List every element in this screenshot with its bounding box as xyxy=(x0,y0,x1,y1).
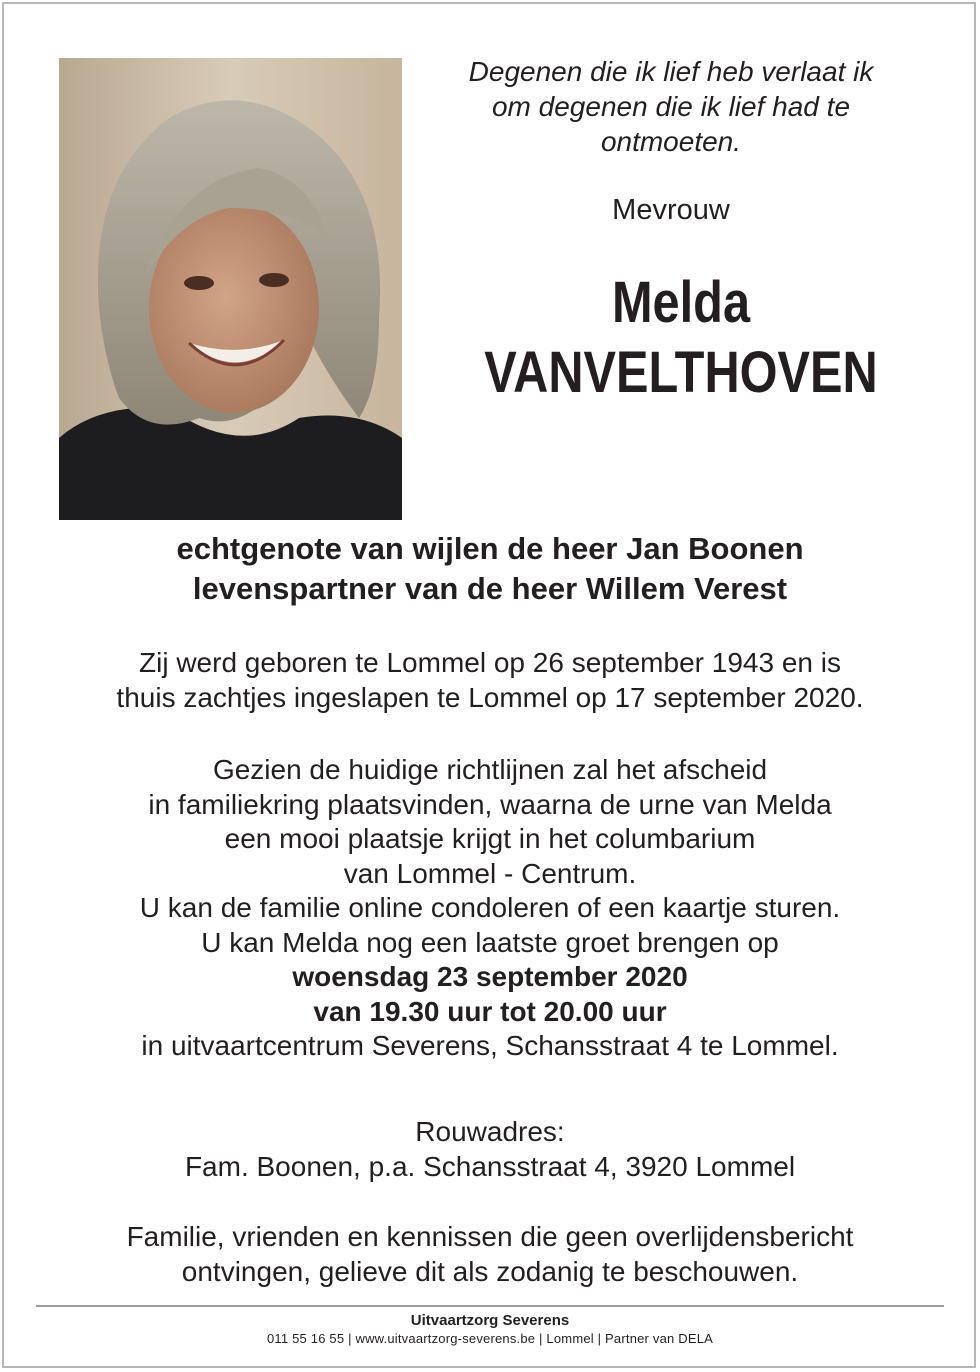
mourning-address xyxy=(0,1115,980,1184)
quote xyxy=(430,54,912,159)
text-line: U kan Melda nog een laatste groet brengen op xyxy=(201,926,779,958)
quote-line: ontmoeten. xyxy=(600,126,742,157)
funeral-home-contact: 011 55 16 55 | www.uitvaartzorg-severens.be | Lommel | Partner van DELA xyxy=(266,1331,714,1346)
spouse-line: echtgenote van wijlen de heer Jan Boonen xyxy=(176,531,804,566)
funeral-home-name: Uitvaartzorg Severens xyxy=(410,1312,570,1329)
text-line: ontvingen, gelieve dit als zodanig te beschouwen. xyxy=(181,1255,799,1287)
mourning-address-value: Fam. Boonen, p.a. Schansstraat 4, 3920 Lommel xyxy=(184,1150,796,1182)
text-line: U kan de familie online condoleren of een kaartje sturen. xyxy=(139,892,841,923)
birth-death-paragraph xyxy=(0,646,980,715)
quote-line: Degenen die ik lief heb verlaat ik xyxy=(468,56,874,87)
text-line: thuis zachtjes ingeslapen te Lommel op 17 september 2020. xyxy=(116,681,864,713)
text-line: Familie, vrienden en kennissen die geen overlijdensbericht xyxy=(126,1221,854,1252)
relations xyxy=(0,529,980,609)
last-name: VANVELTHOVEN xyxy=(484,340,878,405)
text-line: van Lommel - Centrum. xyxy=(343,857,637,889)
first-name: Melda xyxy=(611,270,751,335)
text-line: een mooi plaatsje krijgt in het columbarium xyxy=(224,823,756,854)
closing-paragraph xyxy=(0,1220,980,1289)
mourning-address-label: Rouwadres: xyxy=(415,1116,565,1147)
partner-line: levenspartner van de heer Willem Verest xyxy=(192,571,788,606)
text-line: in familiekring plaatsvinden, waarna de urne van Melda xyxy=(148,788,832,820)
text-line: Zij werd geboren te Lommel op 26 september 1943 en is xyxy=(139,647,841,678)
quote-line: om degenen die ik lief had te xyxy=(491,91,851,122)
portrait-photo xyxy=(59,58,402,520)
footer-divider xyxy=(36,1305,944,1307)
visit-location: in uitvaartcentrum Severens, Schansstraat 4 te Lommel. xyxy=(141,1030,839,1061)
title-prefix: Mevrouw xyxy=(612,194,730,226)
deceased-name xyxy=(479,268,884,408)
arrangements-paragraph xyxy=(0,753,980,1064)
visit-date: woensdag 23 september 2020 xyxy=(292,961,688,992)
text-line: Gezien de huidige richtlijnen zal het afscheid xyxy=(212,754,768,785)
visit-time: van 19.30 uur tot 20.00 uur xyxy=(313,995,667,1027)
